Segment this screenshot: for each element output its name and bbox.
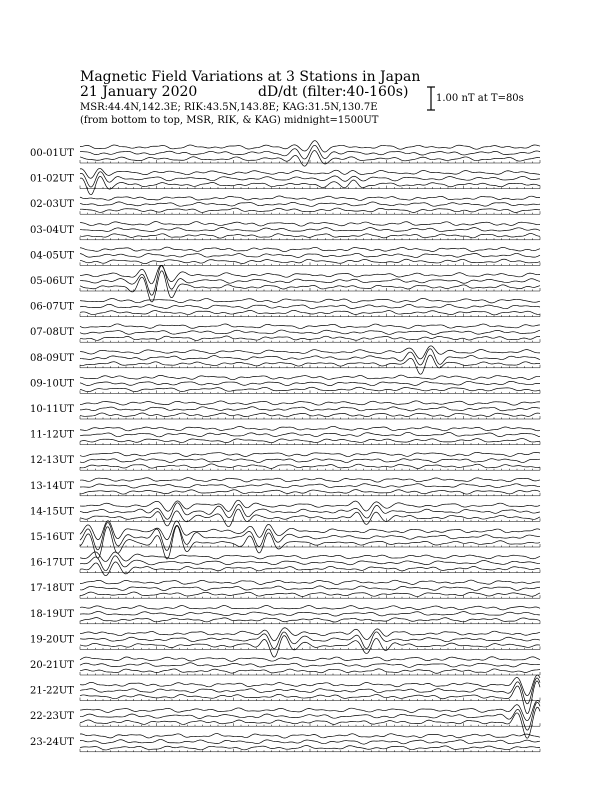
hour-row — [30, 552, 540, 576]
minute-ticks — [80, 288, 540, 291]
station-trace-rik — [80, 459, 540, 463]
hour-label: 20-21UT — [30, 660, 74, 671]
hour-label: 14-15UT — [30, 506, 74, 518]
hour-label: 10-11UT — [30, 404, 74, 415]
station-trace-rik — [80, 253, 540, 257]
hour-row — [30, 401, 540, 419]
scale-bar-label: 1.00 nT at T=80s — [436, 93, 524, 104]
station-trace-rik — [80, 556, 540, 571]
station-trace-rik — [80, 381, 540, 385]
hour-label: 19-20UT — [30, 634, 74, 646]
minute-ticks — [80, 160, 540, 163]
hour-row — [30, 500, 540, 526]
station-trace-msr — [80, 151, 540, 167]
chart-date: 21 January 2020 — [80, 84, 198, 100]
station-trace-kag — [80, 141, 540, 152]
minute-ticks — [80, 723, 540, 726]
hour-label: 11-12UT — [30, 429, 74, 441]
station-trace-kag — [80, 500, 540, 511]
hour-row — [30, 478, 540, 496]
hour-row — [30, 452, 540, 470]
hour-row — [30, 196, 540, 214]
station-trace-kag — [80, 734, 540, 739]
hour-row — [30, 628, 540, 657]
station-trace-rik — [80, 202, 540, 206]
hour-label: 18-19UT — [30, 608, 74, 620]
station-trace-kag — [80, 657, 540, 662]
station-trace-msr — [80, 509, 540, 526]
scale-bar — [427, 87, 435, 110]
chart-title: Magnetic Field Variations at 3 Stations in Japan — [80, 69, 421, 85]
hour-row — [30, 426, 540, 444]
station-trace-kag — [80, 452, 540, 456]
station-trace-rik — [80, 586, 540, 591]
station-trace-rik — [80, 407, 540, 411]
station-trace-kag — [80, 196, 540, 200]
station-trace-kag — [80, 247, 540, 251]
station-trace-kag — [80, 298, 540, 302]
hour-label: 23-24UT — [30, 736, 74, 748]
hour-label: 21-22UT — [30, 685, 74, 697]
station-trace-kag — [80, 552, 540, 562]
station-trace-kag — [80, 580, 540, 584]
hour-label: 07-08UT — [30, 327, 74, 339]
hour-row — [30, 375, 540, 393]
station-trace-rik — [80, 172, 540, 187]
station-trace-kag — [80, 375, 540, 380]
hour-label: 05-06UT — [30, 276, 74, 287]
station-trace-rik — [80, 228, 540, 232]
hour-row — [30, 606, 540, 624]
hour-label: 03-04UT — [30, 224, 74, 236]
minute-ticks — [80, 518, 540, 521]
hour-row — [30, 675, 540, 713]
minute-ticks — [80, 442, 540, 445]
hour-label: 08-09UT — [30, 352, 74, 364]
station-trace-rik — [80, 432, 540, 436]
station-trace-kag — [80, 478, 540, 482]
hour-label: 22-23UT — [30, 711, 74, 723]
minute-ticks — [80, 570, 540, 573]
chart-quantity: dD/dt (filter:40-160s) — [258, 84, 409, 100]
hour-row — [30, 265, 540, 302]
hour-row — [30, 324, 540, 342]
hour-row — [30, 734, 540, 752]
hour-label: 02-03UT — [30, 199, 74, 211]
hour-row — [30, 521, 540, 559]
hour-row — [30, 700, 540, 738]
station-trace-msr — [80, 271, 540, 302]
minute-ticks — [80, 698, 540, 701]
station-trace-rik — [80, 304, 540, 308]
hour-label: 04-05UT — [30, 250, 74, 262]
station-trace-kag — [80, 426, 540, 430]
station-trace-rik — [80, 663, 540, 668]
hour-label: 13-14UT — [30, 480, 74, 492]
station-trace-kag — [80, 401, 540, 405]
station-trace-rik — [80, 740, 540, 745]
hour-row — [30, 168, 540, 194]
hour-label: 17-18UT — [30, 583, 74, 595]
hour-label: 15-16UT — [30, 532, 74, 543]
hour-row — [30, 580, 540, 598]
hour-label: 16-17UT — [30, 557, 74, 569]
minute-ticks — [80, 595, 540, 598]
hour-row — [30, 141, 540, 167]
station-trace-msr — [80, 562, 540, 576]
station-trace-rik — [80, 612, 540, 616]
hour-row — [30, 298, 540, 316]
minute-ticks — [80, 262, 540, 265]
station-trace-rik — [80, 330, 540, 334]
minute-ticks — [80, 416, 540, 419]
minute-ticks — [80, 621, 540, 624]
station-coordinates: MSR:44.4N,142.3E; RIK:43.5N,143.8E; KAG:31.5N,130.7E — [80, 102, 378, 113]
station-trace-rik — [80, 484, 540, 488]
station-trace-kag — [80, 168, 540, 178]
minute-ticks — [80, 672, 540, 675]
hour-label: 12-13UT — [30, 455, 74, 467]
hour-label: 06-07UT — [30, 301, 74, 313]
minute-ticks — [80, 646, 540, 649]
hour-label: 00-01UT — [30, 148, 74, 159]
hour-label: 09-10UT — [30, 378, 74, 390]
station-order-note: (from bottom to top, MSR, RIK, & KAG) midnight=1500UT — [80, 115, 379, 126]
hour-row — [30, 247, 540, 265]
hour-label: 01-02UT — [30, 173, 74, 185]
minute-ticks — [80, 314, 540, 317]
hour-row — [30, 657, 540, 675]
hour-row — [30, 222, 540, 240]
minute-ticks — [80, 493, 540, 496]
station-trace-kag — [80, 222, 540, 227]
hour-row — [30, 346, 540, 374]
station-trace-msr — [80, 707, 540, 738]
station-trace-kag — [80, 324, 540, 329]
station-trace-msr — [80, 176, 540, 194]
station-trace-kag — [80, 606, 540, 610]
station-trace-msr — [80, 526, 540, 559]
